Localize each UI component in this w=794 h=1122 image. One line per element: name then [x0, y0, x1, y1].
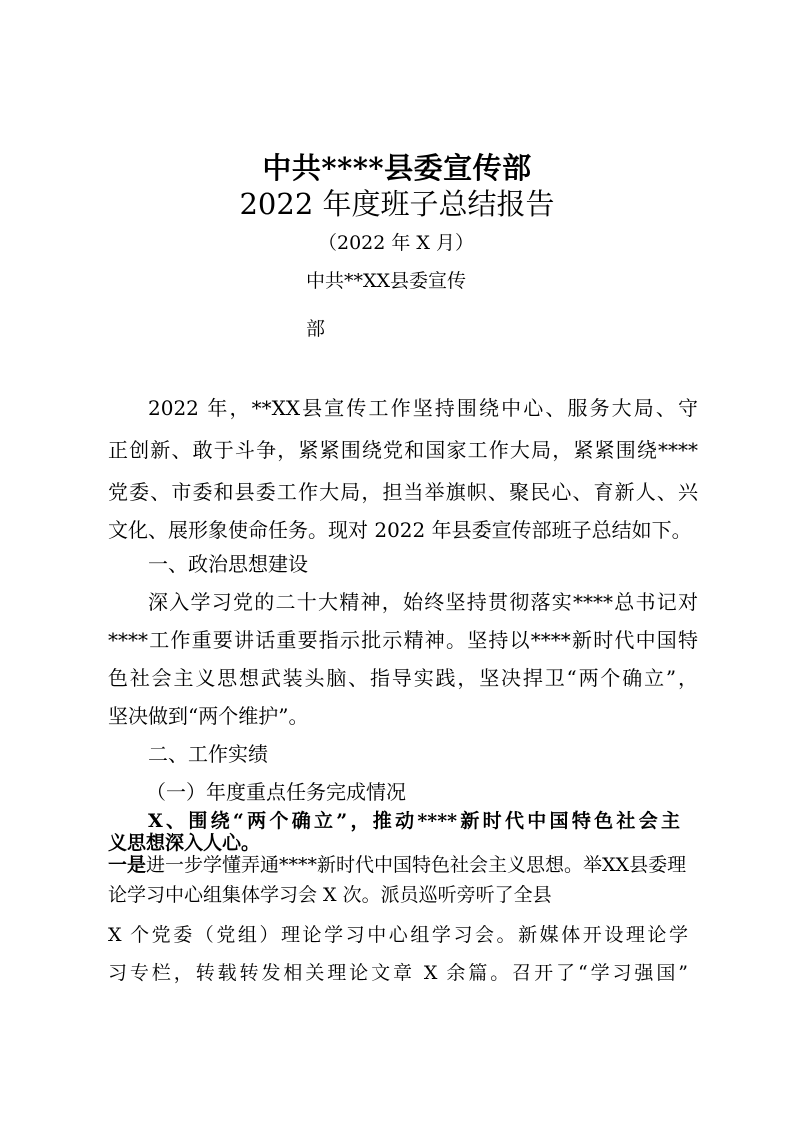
item-1-text: 进一步学懂弄通****新时代中国特色社会主义思想。举XX县委理 [146, 854, 687, 876]
bold-item-line: X、围绕“两个确立”，推动****新时代中国特色社会主 [148, 810, 680, 832]
item-1-line: X 个党委（党组）理论学习中心组学习会。新媒体开设理论学 [108, 924, 688, 946]
intro-line: 党委、市委和县委工作大局，担当举旗帜、聚民心、育新人、兴 [108, 480, 698, 504]
item-1-first-line [108, 850, 708, 877]
item-1-lead: 一是 [108, 854, 147, 876]
item-1-line: 论学习中心组集体学习会 X 次。派员巡听旁听了全县 [108, 884, 552, 906]
intro-line: 正创新、敢于斗争，紧紧围绕党和国家工作大局，紧紧围绕**** [108, 438, 698, 462]
section-2-heading: 二、工作实绩 [148, 742, 268, 766]
subsection-1-heading: （一）年度重点任务完成情况 [146, 780, 406, 804]
title-line-1: 中共****县委宣传部 [262, 151, 532, 185]
section-1-heading: 一、政治思想建设 [148, 552, 308, 576]
title-line-2: 2022 年度班子总结报告 [239, 187, 555, 221]
intro-line: 文化、展形象使命任务。现对 2022 年县委宣传部班子总结如下。 [108, 518, 692, 542]
report-date: （2022 年 X 月） [318, 232, 474, 254]
author-org-line-1: 中共**XX县委宣传 [306, 270, 467, 292]
author-org-line-2: 部 [306, 318, 326, 340]
section-1-line: 坚决做到“两个维护”。 [108, 704, 309, 728]
intro-line: 2022 年，**XX县宣传工作坚持围绕中心、服务大局、守 [148, 396, 698, 420]
section-1-line: 深入学习党的二十大精神，始终坚持贯彻落实****总书记对 [148, 590, 698, 614]
section-1-line: ****工作重要讲话重要指示批示精神。坚持以****新时代中国特 [108, 628, 698, 652]
bold-item-line: 义思想深入人心。 [108, 832, 261, 854]
item-1-line: 习专栏，转载转发相关理论文章 X 余篇。召开了“学习强国” [108, 962, 688, 984]
section-1-line: 色社会主义思想武装头脑、指导实践，坚决捍卫“两个确立”， [108, 666, 698, 690]
